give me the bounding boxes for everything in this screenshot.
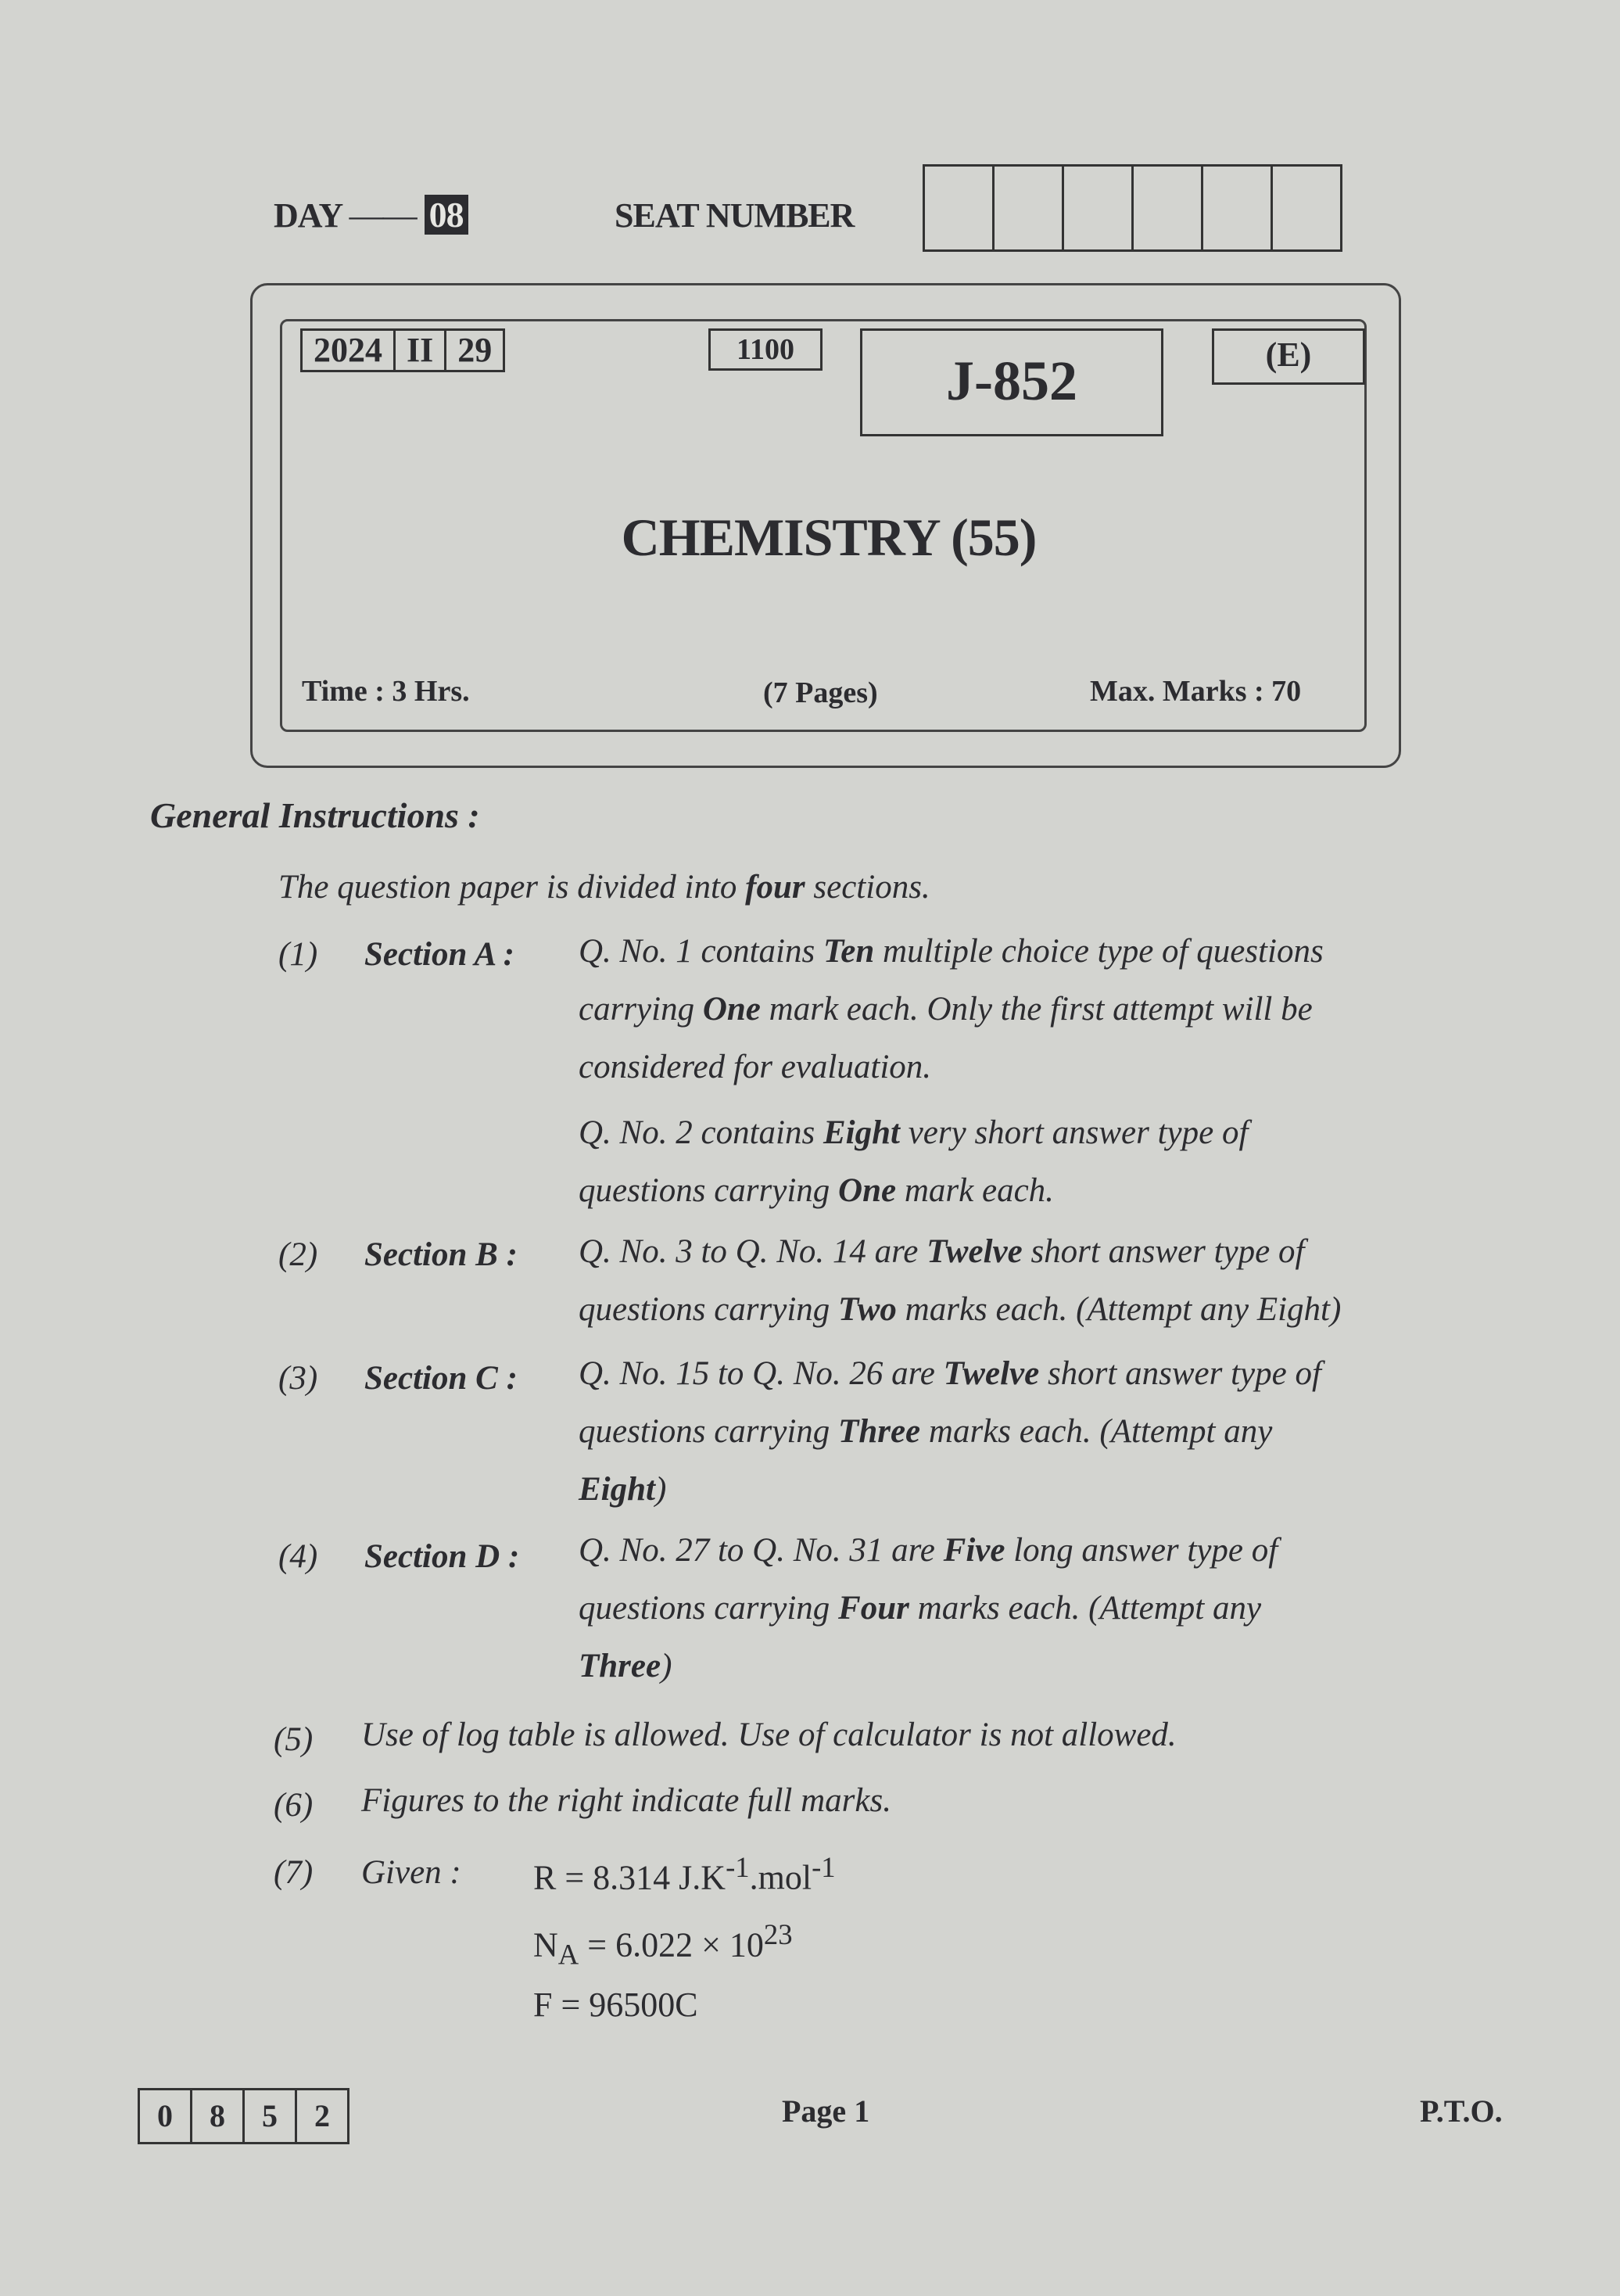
year-cells (300, 328, 505, 372)
year-cell: 29 (457, 331, 493, 369)
log-table-note: Use of log table is allowed. Use of calculator is not allowed. (361, 1717, 1177, 1753)
seat-number-label: SEAT NUMBER (615, 196, 855, 235)
item-number: (1) (278, 936, 318, 973)
code-cell: 2 (314, 2098, 330, 2133)
footer-code-boxes (138, 2088, 349, 2144)
item-number: (4) (278, 1538, 318, 1575)
pto-label: P.T.O. (1420, 2093, 1503, 2129)
time-label: Time : 3 Hrs. (302, 675, 470, 708)
day-label: DAY (274, 196, 342, 235)
pages-label: (7 Pages) (763, 676, 878, 709)
instruction-line: Q. No. 27 to Q. No. 31 are Five long answer type of (579, 1532, 1278, 1569)
instruction-line: questions carrying Four marks each. (Attempt any (579, 1590, 1262, 1627)
item-number: (6) (274, 1787, 314, 1824)
day-number: 08 (425, 195, 468, 235)
seat-box (1064, 167, 1134, 249)
seat-box (1273, 167, 1340, 249)
code-small: 1100 (708, 328, 823, 371)
instructions-heading: General Instructions : (150, 795, 480, 835)
year-cell: 2024 (303, 331, 396, 370)
instruction-line: Three) (579, 1648, 672, 1684)
instruction-line: carrying One mark each. Only the first attempt will be (579, 991, 1313, 1028)
item-number: (7) (274, 1854, 314, 1891)
section-label: Section C : (364, 1360, 518, 1397)
subject-title: CHEMISTRY (55) (621, 508, 1037, 567)
code-cell: 0 (140, 2090, 192, 2142)
section-label: Section A : (364, 936, 514, 973)
item-number: (2) (278, 1236, 318, 1273)
intro-text: The question paper is divided into (278, 869, 737, 906)
item-number: (3) (278, 1360, 318, 1397)
avogadro-number: $N_A = 6.022 \times 10^{23}$ (533, 1918, 793, 1971)
instruction-line: Q. No. 2 contains Eight very short answer type of (579, 1114, 1249, 1151)
instruction-line: questions carrying One mark each. (579, 1172, 1054, 1209)
seat-box (1134, 167, 1203, 249)
instruction-line: Q. No. 15 to Q. No. 26 are Twelve short answer type of (579, 1355, 1321, 1392)
instruction-line: Q. No. 1 contains Ten multiple choice type of questions (579, 933, 1324, 970)
item-number: (5) (274, 1721, 314, 1758)
section-d-text (579, 1522, 1439, 1695)
day-dash: —— (349, 196, 417, 235)
given-label: Given : (361, 1854, 461, 1891)
instruction-line: considered for evaluation. (579, 1049, 932, 1085)
gas-constant: R = 8.314 $J.K^{-1}.mol^{-1}$ (533, 1851, 836, 1897)
seat-box (1203, 167, 1273, 249)
code-cell: 8 (192, 2090, 245, 2142)
day-label-row (274, 192, 468, 239)
faraday-constant: F = 96500C (533, 1986, 698, 2024)
instructions-intro (278, 859, 930, 917)
full-marks-note: Figures to the right indicate full marks. (361, 1782, 891, 1819)
instruction-line: questions carrying Two marks each. (Attempt any Eight) (579, 1291, 1342, 1328)
intro-bold: four (745, 869, 805, 906)
instruction-line: Q. No. 3 to Q. No. 14 are Twelve short answer type of (579, 1233, 1305, 1270)
seat-number-boxes[interactable] (923, 164, 1342, 252)
code-cell: 5 (245, 2090, 297, 2142)
section-a-text (579, 923, 1439, 1220)
max-marks-label: Max. Marks : 70 (1090, 675, 1302, 708)
instruction-line: Eight) (579, 1471, 667, 1508)
seat-box (995, 167, 1064, 249)
section-label: Section B : (364, 1236, 518, 1273)
section-c-text (579, 1345, 1439, 1519)
seat-box (925, 167, 995, 249)
section-label: Section D : (364, 1538, 520, 1575)
page-number: Page 1 (782, 2093, 870, 2129)
language-code: (E) (1212, 328, 1365, 385)
instruction-line: questions carrying Three marks each. (Attempt any (579, 1413, 1273, 1450)
year-cell: II (396, 331, 446, 370)
intro-text-end: sections. (813, 869, 930, 906)
paper-code: J-852 (860, 328, 1163, 436)
section-b-text (579, 1223, 1439, 1339)
